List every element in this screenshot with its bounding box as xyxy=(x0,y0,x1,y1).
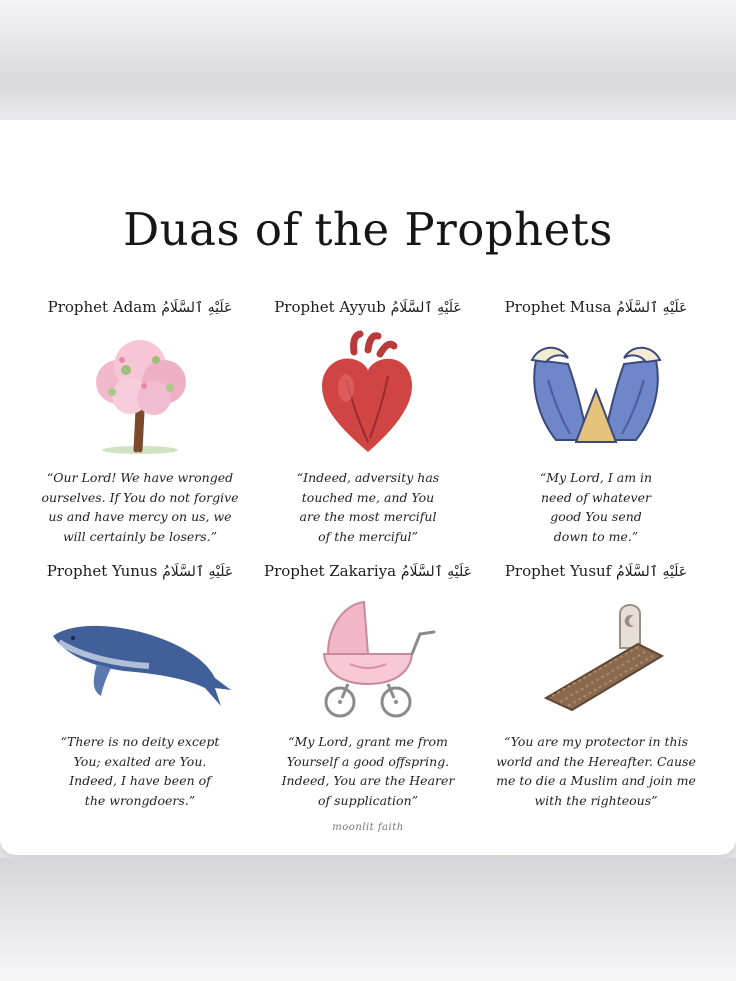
prophet-name: Prophet Zakariya xyxy=(264,562,397,580)
prophet-heading xyxy=(252,560,484,582)
arabic-honorific: عَلَيْهِ ٱلسَّلَامُ xyxy=(616,300,688,316)
dua-quote: “My Lord, grant me from Yourself a good offspring. Indeed, You are the Hearer of supplication” xyxy=(281,734,455,808)
prophet-heading xyxy=(480,296,712,318)
duas-card xyxy=(0,120,736,855)
prophet-name: Prophet Adam xyxy=(47,298,157,316)
prophet-card-musa xyxy=(480,296,712,546)
prophet-name: Prophet Ayyub xyxy=(274,298,386,316)
grave-icon xyxy=(516,594,676,720)
prophet-name: Prophet Yunus xyxy=(46,562,158,580)
dua-quote: “Our Lord! We have wronged ourselves. If You do not forgive us and have mercy on us, we will certainly be losers.” xyxy=(41,470,239,544)
heart-icon xyxy=(288,330,448,456)
arabic-honorific: عَلَيْهِ ٱلسَّلَامُ xyxy=(162,564,234,580)
prophet-heading xyxy=(24,296,256,318)
baby-stroller-icon xyxy=(288,594,448,720)
dua-quote: “There is no deity except You; exalted are You. Indeed, I have been of the wrongdoers.” xyxy=(60,734,220,808)
page-title: Duas of the Prophets xyxy=(123,203,613,256)
prophet-heading xyxy=(252,296,484,318)
prophet-name: Prophet Yusuf xyxy=(504,562,612,580)
blurred-background-bottom xyxy=(0,858,736,981)
dua-quote: “Indeed, adversity has touched me, and You are the most merciful of the merciful” xyxy=(296,470,440,544)
prophet-card-yunus xyxy=(24,560,256,810)
prophet-card-ayyub xyxy=(252,296,484,546)
prophet-heading xyxy=(480,560,712,582)
prophet-card-yusuf xyxy=(480,560,712,810)
prophet-heading xyxy=(24,560,256,582)
dua-quote: “My Lord, I am in need of whatever good You send down to me.” xyxy=(539,470,653,544)
arabic-honorific: عَلَيْهِ ٱلسَّلَامُ xyxy=(161,300,233,316)
dua-quote: “You are my protector in this world and the Hereafter. Cause me to die a Muslim and join me with the righteous” xyxy=(496,734,696,808)
blurred-background-top xyxy=(0,0,736,120)
arabic-honorific: عَلَيْهِ ٱلسَّلَامُ xyxy=(390,300,462,316)
parted-sea-icon xyxy=(516,330,676,456)
prophet-name: Prophet Musa xyxy=(504,298,612,316)
arabic-honorific: عَلَيْهِ ٱلسَّلَامُ xyxy=(400,564,472,580)
arabic-honorific: عَلَيْهِ ٱلسَّلَامُ xyxy=(616,564,688,580)
prophet-card-adam xyxy=(24,296,256,546)
credit-signature: moonlit faith xyxy=(332,822,404,833)
prophet-card-zakariya xyxy=(252,560,484,810)
whale-icon xyxy=(45,594,235,720)
blossom-tree-icon xyxy=(60,330,220,456)
